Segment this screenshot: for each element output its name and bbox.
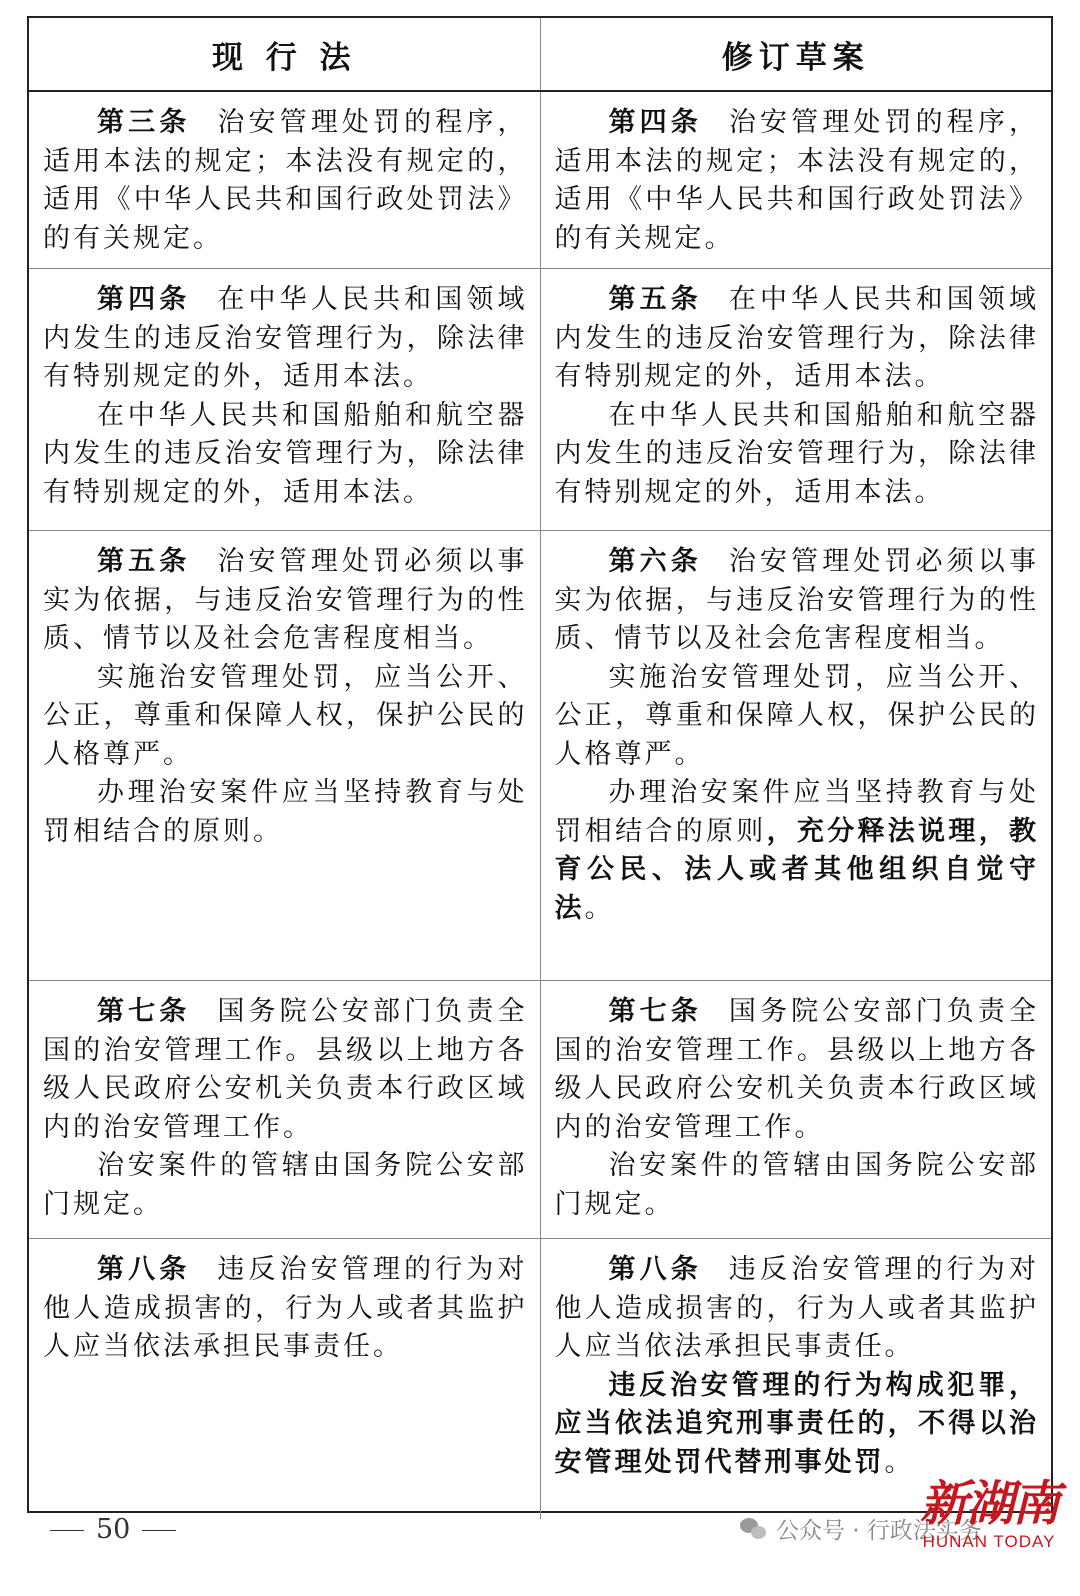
cell-revised-draft (540, 269, 1051, 531)
article-paragraph (555, 659, 1040, 775)
article-number: 第三条 (97, 107, 191, 138)
article-text: 治安管理处罚必须以事实为依据，与违反治安管理行为的性质、情节以及社会危害程度相当。 (554, 546, 1039, 654)
article-paragraph (555, 993, 1040, 1147)
article-number: 第七条 (97, 996, 191, 1027)
article-text: 办理治安案件应当坚持教育与处罚相结合的原则。 (43, 777, 528, 847)
footer-dash-right (142, 1530, 176, 1531)
cell-current-law (29, 1239, 540, 1519)
comparison-table (29, 18, 1051, 1519)
cell-current-law (29, 91, 540, 269)
article-number: 第五条 (608, 284, 702, 315)
article-text: 在中华人民共和国船舶和航空器内发生的违反治安管理行为，除法律有特别规定的外，适用本法。 (43, 399, 528, 508)
comparison-table-frame (27, 16, 1053, 1513)
cell-revised-draft (540, 531, 1051, 981)
article-paragraph (555, 281, 1040, 397)
article-number: 第五条 (97, 546, 191, 577)
article-text: 治安管理处罚必须以事实为依据，与违反治安管理行为的性质、情节以及社会危害程度相当。 (43, 546, 528, 654)
cell-current-law (29, 531, 540, 981)
footer-dash-left (50, 1530, 84, 1531)
article-paragraph (555, 397, 1040, 513)
article-text: 国务院公安部门负责全国的治安管理工作。县级以上地方各级人民政府公安机关负责本行政区域内的治安管理工作。 (43, 996, 528, 1143)
table-header-row (29, 18, 1051, 91)
article-text: 实施治安管理处罚，应当公开、公正，尊重和保障人权，保护公民的人格尊严。 (554, 661, 1039, 770)
article-text: 实施治安管理处罚，应当公开、公正，尊重和保障人权，保护公民的人格尊严。 (43, 661, 528, 770)
article-number: 第四条 (608, 107, 702, 138)
article-paragraph (43, 543, 528, 659)
article-paragraph (555, 1147, 1040, 1224)
article-number: 第七条 (608, 996, 702, 1027)
text-tail: 。 (884, 1446, 915, 1478)
article-paragraph (555, 104, 1040, 258)
table-body (29, 91, 1051, 1519)
article-text: 违反治安管理的行为对他人造成损害的，行为人或者其监护人应当依法承担民事责任。 (43, 1254, 528, 1362)
text-tail: 。 (584, 892, 615, 924)
article-paragraph (43, 659, 528, 775)
table-row (29, 1239, 1051, 1519)
header-revised-draft: 修订草案 (540, 18, 1051, 91)
cell-revised-draft (540, 981, 1051, 1239)
logo-name-cn: 新湖南 (919, 1476, 1058, 1532)
article-paragraph (43, 281, 528, 397)
wechat-icon (740, 1518, 768, 1540)
article-number: 第六条 (608, 546, 702, 577)
article-paragraph (43, 104, 528, 258)
article-number: 第八条 (97, 1254, 191, 1285)
article-paragraph (43, 397, 528, 513)
watermark-text: 公众号 · 行政法实务 (776, 1518, 982, 1544)
page-number: 50 (96, 1514, 131, 1545)
header-current-law: 现 行 法 (29, 18, 540, 91)
added-text: 违反治安管理的行为构成犯罪，应当依法追究刑事责任的，不得以治安管理处罚代替刑事处罚 (554, 1369, 1039, 1478)
article-paragraph (555, 774, 1040, 928)
article-text: 治安案件的管辖由国务院公安部门规定。 (43, 1150, 528, 1220)
article-text: 在中华人民共和国船舶和航空器内发生的违反治安管理行为，除法律有特别规定的外，适用本法。 (554, 399, 1039, 508)
added-text: ，充分释法说理，教育公民、法人或者其他组织自觉守法 (554, 815, 1040, 924)
hunan-today-logo (920, 1476, 1058, 1552)
article-paragraph (555, 543, 1040, 659)
article-paragraph (43, 774, 528, 851)
article-text: 治安管理处罚的程序，适用本法的规定；本法没有规定的，适用《中华人民共和国行政处罚法》的有关规定。 (554, 107, 1039, 254)
cell-current-law (29, 269, 540, 531)
article-paragraph (555, 1251, 1040, 1367)
article-paragraph (43, 1147, 528, 1224)
table-row (29, 269, 1051, 531)
cell-revised-draft (540, 91, 1051, 269)
article-text: 办理治安案件应当坚持教育与处罚相结合的原则 (554, 777, 1039, 847)
article-paragraph (43, 1251, 528, 1367)
article-text: 在中华人民共和国领域内发生的违反治安管理行为，除法律有特别规定的外，适用本法。 (43, 284, 528, 392)
article-paragraph (555, 1367, 1040, 1483)
article-text: 治安案件的管辖由国务院公安部门规定。 (554, 1150, 1039, 1220)
article-text: 治安管理处罚的程序，适用本法的规定；本法没有规定的，适用《中华人民共和国行政处罚法》的有关规定。 (43, 107, 528, 254)
article-text: 国务院公安部门负责全国的治安管理工作。县级以上地方各级人民政府公安机关负责本行政区域内的治安管理工作。 (554, 996, 1039, 1143)
article-paragraph (43, 993, 528, 1147)
article-number: 第八条 (608, 1254, 702, 1285)
table-row (29, 91, 1051, 269)
article-text: 在中华人民共和国领域内发生的违反治安管理行为，除法律有特别规定的外，适用本法。 (554, 284, 1039, 392)
cell-current-law (29, 981, 540, 1239)
table-row (29, 981, 1051, 1239)
page-footer (38, 1514, 188, 1545)
logo-name-en: HUNAN TODAY (922, 1532, 1056, 1551)
article-number: 第四条 (97, 284, 191, 315)
article-text: 违反治安管理的行为对他人造成损害的，行为人或者其监护人应当依法承担民事责任。 (554, 1254, 1039, 1362)
table-row (29, 531, 1051, 981)
